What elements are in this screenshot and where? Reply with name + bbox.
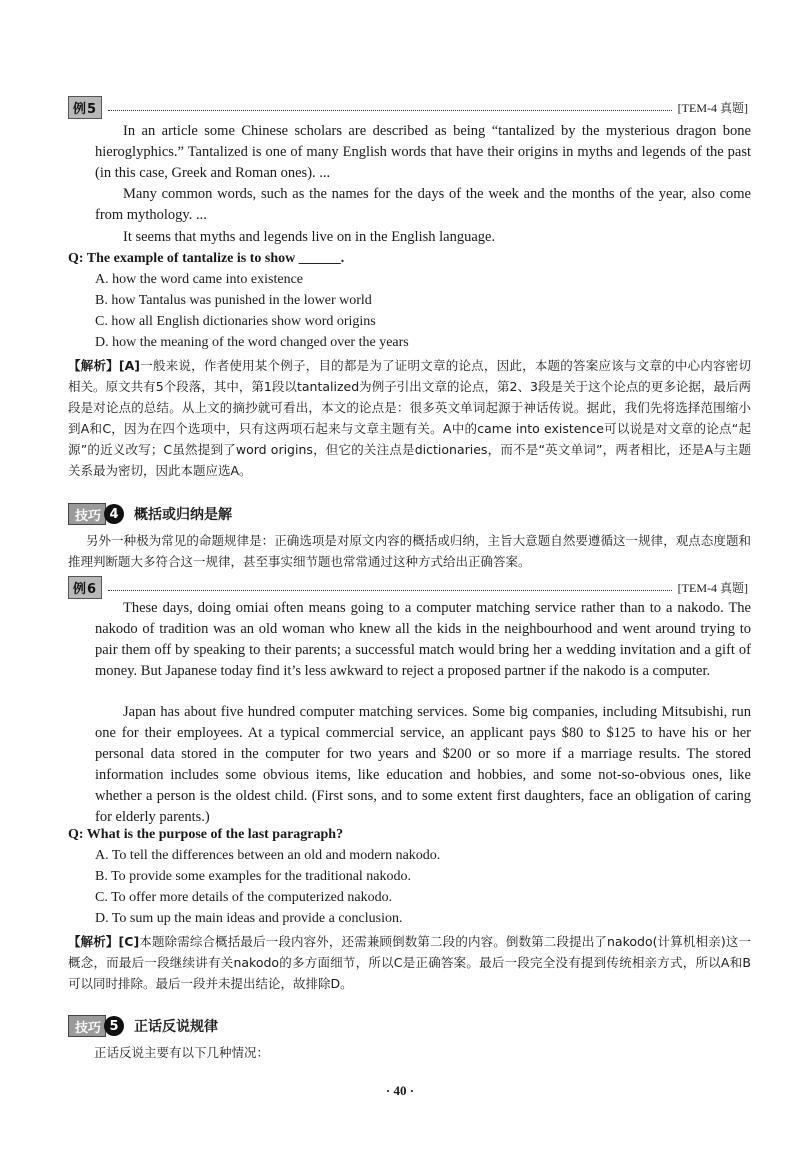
example-6-source: [TEM-4 真题] <box>677 580 748 595</box>
example-6-header <box>68 576 748 598</box>
example-5-option-d: D. how the meaning of the word changed over the years <box>95 335 409 350</box>
example-6-badge: 例6 <box>68 576 102 599</box>
tip-badge: 技巧 <box>68 503 106 525</box>
tip-title: 正话反说规律 <box>134 1019 219 1035</box>
example-5-paragraph-3: It seems that myths and legends live on in the English language. <box>123 229 496 245</box>
analysis-text: 一般来说，作者使用某个例子，目的都是为了证明文章的论点，因此，本题的答案应该与文章的中心内容密切相关。原文共有5个段落，其中，第1段以tantalized为例子引出文章的论点，第2、3段是关于这个论点的更多论据，最后两段是对论点的总结。从上文的摘抄就可看出，本文的论点是：很多英文单词起源于神话传说。据此，我们先将选择范围缩小到A和C，因为在四个选项中，只有这两项石起来与文章主题有关。A中的came into existence可以说是对文章的论点“起源”的近义改写；C虽然提到了word origins，但它的关注点是dictionaries，而不是“英文单词”，两者相比，还是A与主题关系最为密切，因此本题应选A。 <box>68 358 751 478</box>
dotted-leader <box>108 110 672 111</box>
example-6-option-c: C. To offer more details of the computerized nakodo. <box>95 890 393 905</box>
example-5-header <box>68 96 748 118</box>
example-5-source: [TEM-4 真题] <box>677 100 748 115</box>
tip-number: 4 <box>104 504 124 524</box>
tip-5-text: 正话反说主要有以下几种情况： <box>94 1045 270 1060</box>
example-5-option-c: C. how all English dictionaries show word origins <box>95 314 376 329</box>
example-6-question: Q: What is the purpose of the last paragraph? <box>68 827 344 842</box>
analysis-text: 本题除需综合概括最后一段内容外，还需兼顾倒数第二段的内容。倒数第二段提出了nakodo(计算机相亲)这一概念，而最后一段继续讲有关nakodo的多方面细节，所以C是正确答案。最后一段完全没有提到传统相亲方式，所以A和B可以同时排除。最后一段并未提出结论，故排除D。 <box>68 934 751 991</box>
example-5-badge: 例5 <box>68 96 102 119</box>
example-6-analysis <box>68 931 751 994</box>
tip-4-heading <box>68 502 232 526</box>
analysis-tag: 【解析】[A] <box>68 358 141 373</box>
dotted-leader <box>108 590 672 591</box>
page-number: · 40 · <box>385 1083 415 1098</box>
tip-badge: 技巧 <box>68 1015 106 1037</box>
example-5-option-b: B. how Tantalus was punished in the lower world <box>95 293 372 308</box>
example-6-paragraph-2: Japan has about five hundred computer matching services. Some big companies, including Mitsubishi, run one for their employees. At a typical commercial service, an applicant pays $80 to $125 to have his or her personal data stored in the computer for two years and $200 or so more if a marriage results. The stored information includes some obvious items, like education and hobbies, and some not-so-obvious ones, like whether a person is the oldest child. (First sons, and to some extent first daughters, face an obligation of caring for elderly parents.) <box>95 704 751 825</box>
tip-5-heading <box>68 1014 218 1038</box>
example-5-option-a: A. how the word came into existence <box>95 272 303 287</box>
tip-number: 5 <box>104 1016 124 1036</box>
tip-title: 概括或归纳是解 <box>134 507 233 523</box>
example-6-option-d: D. To sum up the main ideas and provide a conclusion. <box>95 911 403 926</box>
example-6-option-b: B. To provide some examples for the traditional nakodo. <box>95 869 412 884</box>
example-6-paragraph-1: These days, doing omiai often means going to a computer matching service rather than to a nakodo. The nakodo of tradition was an old woman who knew all the kids in the neighbourhood and went around trying to pair them off by speaking to their parents; a successful match would bring her a wedding invitation and a gift of money. But Japanese today find it’s less awkward to reject a proposed partner if the nakodo is a computer. <box>95 600 751 679</box>
example-5-analysis <box>68 355 751 481</box>
tip-4-text: 另外一种极为常见的命题规律是：正确选项是对原文内容的概括或归纳，主旨大意题自然要遵循这一规律，观点态度题和推理判断题大多符合这一规律，甚至事实细节题也常常通过这种方式给出正确答案。 <box>68 533 751 569</box>
example-6-option-a: A. To tell the differences between an old and modern nakodo. <box>95 848 441 863</box>
example-5-question: Q: The example of tantalize is to show ______. <box>68 251 345 266</box>
example-5-paragraph-2: Many common words, such as the names for the days of the week and the months of the year, also come from mythology. ... <box>95 186 751 223</box>
example-5-paragraph-1: In an article some Chinese scholars are described as being “tantalized by the mysterious dragon bone hieroglyphics.” Tantalized is one of many English words that have their origins in myths and legends of the past (in this case, Greek and Roman ones). ... <box>95 123 751 181</box>
analysis-tag: 【解析】[C] <box>68 934 140 949</box>
